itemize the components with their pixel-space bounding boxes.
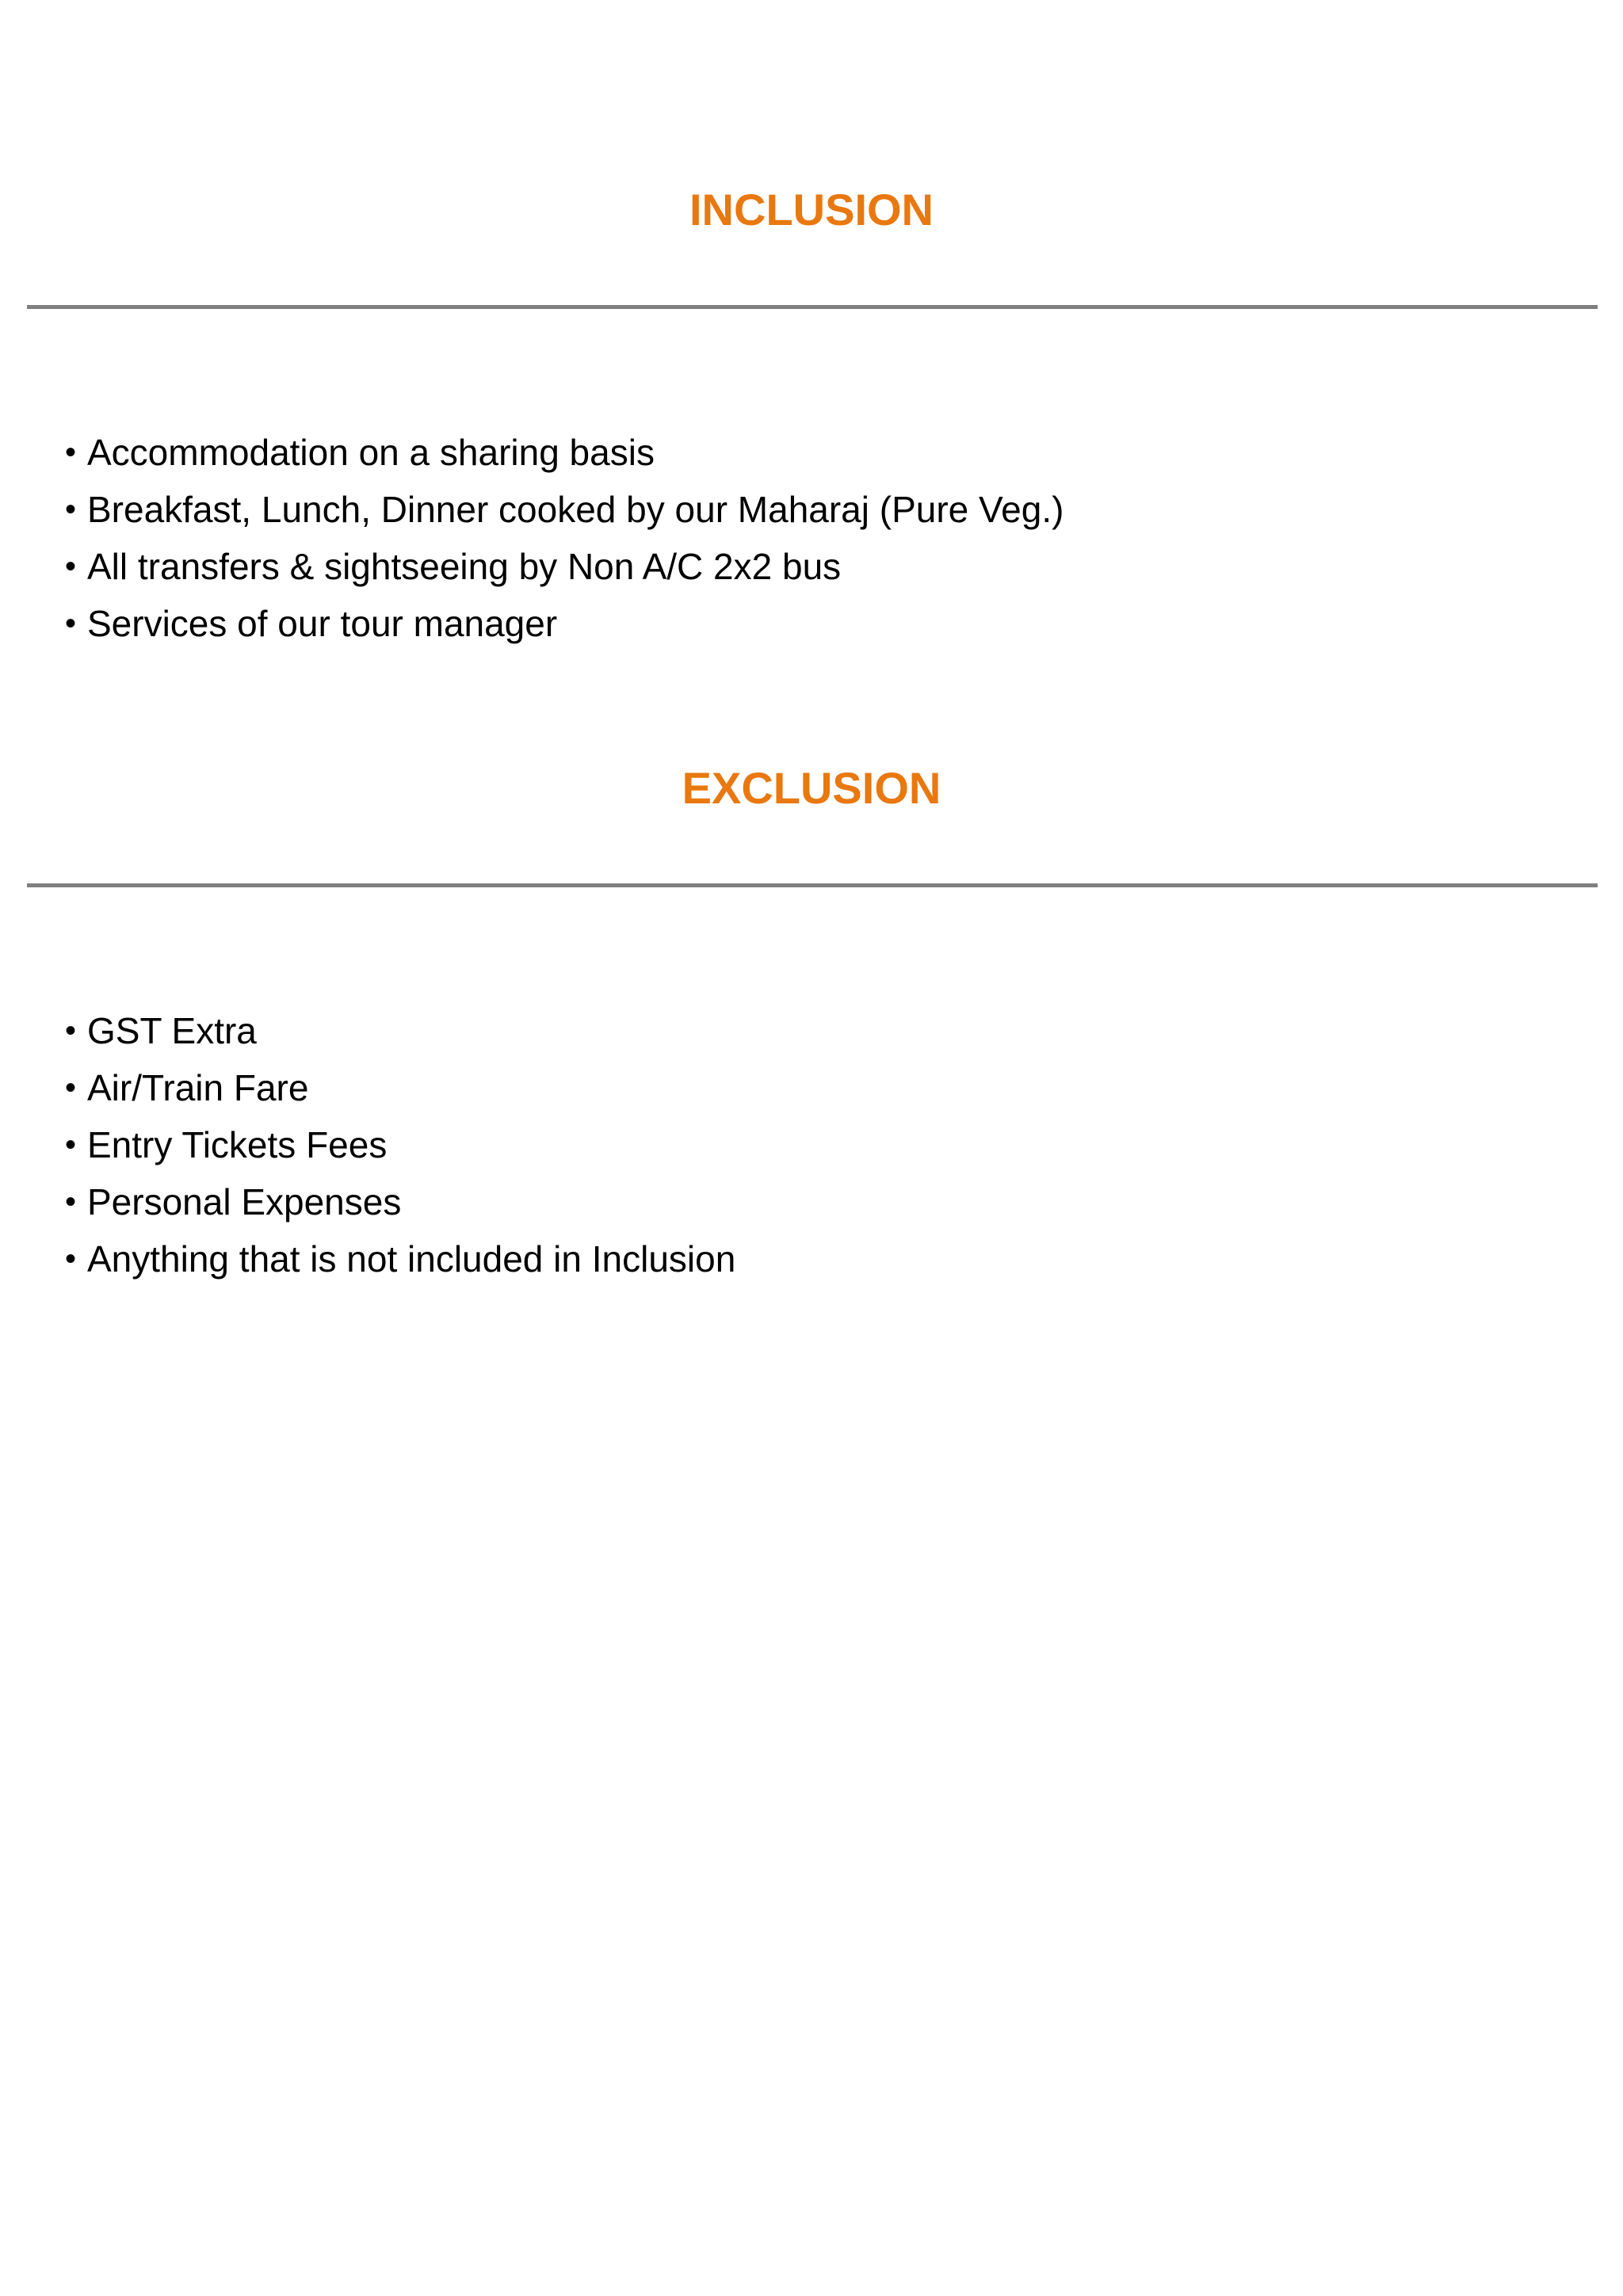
inclusion-section (0, 158, 1623, 644)
list-item (65, 1116, 735, 1173)
list-item-text: Breakfast, Lunch, Dinner cooked by our Maharaj (Pure Veg.) (87, 489, 1064, 530)
bullet-icon: • (65, 1184, 77, 1219)
list-item (65, 538, 1064, 595)
list-item-text: Entry Tickets Fees (87, 1124, 388, 1165)
inclusion-title: INCLUSION (689, 185, 934, 235)
inclusion-divider (27, 305, 1598, 309)
bullet-icon: • (65, 435, 77, 470)
list-item-text: Anything that is not included in Inclusion (87, 1238, 736, 1280)
exclusion-divider (27, 883, 1598, 887)
exclusion-section (0, 737, 1623, 1280)
list-item-text: Air/Train Fare (87, 1067, 309, 1108)
exclusion-list (65, 1002, 735, 1287)
bullet-icon: • (65, 1241, 77, 1276)
list-item (65, 1002, 735, 1059)
bullet-icon: • (65, 549, 77, 584)
list-item (65, 1059, 735, 1116)
inclusion-list (65, 424, 1064, 652)
list-item (65, 595, 1064, 652)
list-item (65, 1230, 735, 1287)
list-item-text: Accommodation on a sharing basis (87, 432, 655, 473)
list-item (65, 424, 1064, 481)
bullet-icon: • (65, 1013, 77, 1048)
bullet-icon: • (65, 1127, 77, 1162)
list-item-text: Personal Expenses (87, 1181, 402, 1222)
list-item (65, 481, 1064, 538)
bullet-icon: • (65, 1070, 77, 1105)
list-item-text: All transfers & sightseeing by Non A/C 2x2 bus (87, 546, 842, 587)
exclusion-title: EXCLUSION (682, 763, 941, 813)
list-item-text: Services of our tour manager (87, 603, 558, 644)
bullet-icon: • (65, 492, 77, 527)
bullet-icon: • (65, 606, 77, 641)
list-item-text: GST Extra (87, 1010, 257, 1051)
list-item (65, 1173, 735, 1230)
